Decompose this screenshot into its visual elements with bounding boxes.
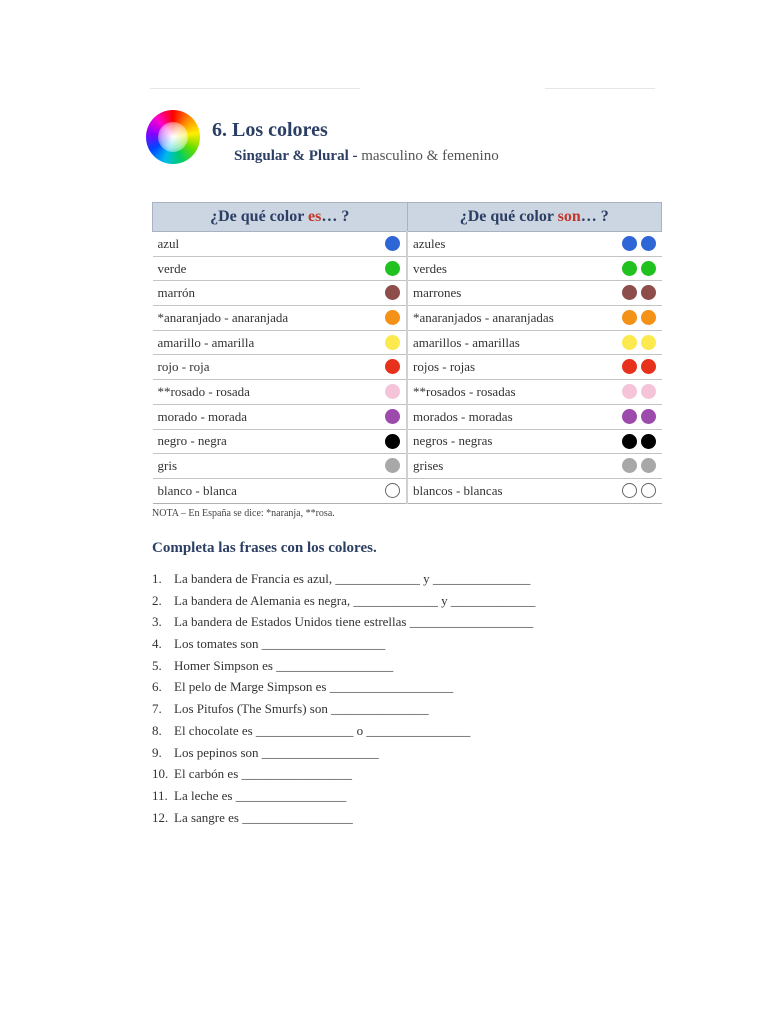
color-dot-icon — [622, 384, 637, 399]
plural-label: verdes — [413, 260, 447, 276]
exercise-sentence: La bandera de Francia es azul, _____________ y _______________ — [174, 571, 531, 586]
color-dot-icon — [641, 285, 656, 300]
color-dot-icon — [641, 384, 656, 399]
table-row — [153, 404, 662, 429]
note: NOTA – En España se dice: *naranja, **rosa. — [152, 508, 335, 519]
exercise-sentence: La bandera de Alemania es negra, _____________ y _____________ — [174, 592, 536, 608]
color-dot-icon — [641, 434, 656, 449]
singular-label: azul — [157, 235, 180, 251]
exercise-sentence: La leche es _________________ — [174, 787, 347, 803]
subtitle-rest: masculino & femenino — [361, 148, 499, 164]
color-dot-icon — [385, 359, 400, 374]
table-row — [153, 306, 662, 331]
exercise-sentence: Homer Simpson es __________________ — [174, 657, 394, 673]
exercise-number: 1. — [152, 571, 162, 586]
table-row — [153, 355, 662, 380]
singular-label: negro - negra — [157, 433, 227, 449]
color-dot-icon — [641, 236, 656, 251]
color-dot-icon — [622, 409, 637, 424]
plural-label: negros - negras — [413, 433, 493, 449]
exercise-item — [152, 745, 535, 767]
singular-cell — [153, 404, 408, 429]
color-dot-icon — [622, 359, 637, 374]
exercise-sentence: La bandera de Estados Unidos tiene estrellas ___________________ — [174, 614, 534, 630]
header-singular-post: … ? — [321, 208, 350, 225]
exercise-title: Completa las frases con los colores. — [152, 540, 377, 556]
exercise-item — [152, 636, 535, 658]
singular-label: rojo - roja — [157, 359, 210, 375]
plural-cell — [407, 306, 662, 331]
plural-label: amarillos - amarillas — [413, 334, 520, 350]
exercise-number: 8. — [152, 722, 162, 738]
plural-label: *anaranjados - anaranjadas — [413, 309, 554, 325]
exercise-number: 10. — [152, 766, 169, 782]
color-swatches — [385, 236, 400, 251]
colors-table — [152, 202, 662, 504]
exercise-sentence: Los tomates son ___________________ — [174, 636, 386, 652]
exercise-item — [152, 679, 535, 701]
exercise-number: 12. — [152, 809, 169, 825]
table-row — [153, 454, 662, 479]
exercise-item — [152, 723, 535, 745]
color-dot-icon — [641, 409, 656, 424]
plural-cell — [407, 232, 662, 257]
singular-cell — [153, 429, 408, 454]
singular-cell — [153, 478, 408, 503]
color-swatches — [622, 409, 656, 424]
singular-label: marrón — [157, 285, 196, 301]
header-singular-pre: ¿De qué color — [210, 208, 309, 225]
color-swatches — [385, 359, 400, 374]
header-plural-key: son — [557, 208, 581, 225]
color-dot-icon — [641, 310, 656, 325]
color-dot-icon — [641, 458, 656, 473]
exercise-item — [152, 701, 535, 723]
exercise-sentence: Los pepinos son __________________ — [174, 744, 379, 760]
table-row — [153, 232, 662, 257]
singular-label: **rosado - rosada — [157, 383, 250, 399]
singular-cell — [153, 256, 408, 281]
color-swatches — [622, 236, 656, 251]
color-dot-icon — [641, 359, 656, 374]
plural-label: **rosados - rosadas — [413, 383, 516, 399]
plural-cell — [407, 380, 662, 405]
singular-label: blanco - blanca — [157, 482, 237, 498]
singular-cell — [153, 306, 408, 331]
subtitle-main: Singular & Plural — [234, 148, 349, 164]
color-dot-icon — [385, 335, 400, 350]
color-swatches — [385, 285, 400, 300]
color-swatches — [622, 335, 656, 350]
exercise-number: 11. — [152, 787, 168, 803]
header-singular — [153, 203, 408, 232]
color-dot-icon — [622, 310, 637, 325]
color-swatches — [385, 458, 400, 473]
exercise-number: 5. — [152, 657, 162, 673]
exercise-item — [152, 788, 535, 810]
plural-cell — [407, 429, 662, 454]
color-dot-icon — [622, 335, 637, 350]
singular-label: morado - morada — [157, 408, 248, 424]
color-dot-icon — [622, 236, 637, 251]
exercise-number: 9. — [152, 744, 162, 760]
plural-label: morados - moradas — [413, 408, 513, 424]
singular-cell — [153, 355, 408, 380]
singular-label: amarillo - amarilla — [157, 334, 255, 350]
plural-label: grises — [413, 458, 444, 474]
color-dot-icon — [385, 285, 400, 300]
exercise-item — [152, 614, 535, 636]
color-dot-icon — [385, 434, 400, 449]
color-dot-icon — [622, 458, 637, 473]
plural-cell — [407, 281, 662, 306]
color-swatches — [385, 483, 400, 498]
plural-label: marrones — [413, 285, 462, 301]
color-dot-icon — [622, 285, 637, 300]
color-dot-icon — [385, 236, 400, 251]
header-plural-pre: ¿De qué color — [459, 208, 558, 225]
singular-cell — [153, 380, 408, 405]
color-swatches — [385, 434, 400, 449]
exercise-sentence: El chocolate es _______________ o ________________ — [174, 722, 471, 738]
color-swatches — [622, 261, 656, 276]
header-plural — [407, 203, 662, 232]
color-rows — [153, 232, 662, 504]
plural-label: blancos - blancas — [413, 482, 503, 498]
exercise-item — [152, 593, 535, 615]
exercise-list — [152, 571, 535, 831]
exercise-sentence: El carbón es _________________ — [174, 766, 353, 782]
singular-label: verde — [157, 260, 187, 276]
top-rule — [150, 88, 360, 89]
plural-cell — [407, 256, 662, 281]
singular-cell — [153, 454, 408, 479]
exercise-number: 3. — [152, 614, 162, 630]
exercise-number: 4. — [152, 636, 162, 652]
page-subtitle — [234, 148, 499, 165]
plural-label: azules — [413, 235, 446, 251]
table-row — [153, 281, 662, 306]
color-swatches — [622, 285, 656, 300]
color-wheel-icon — [146, 110, 200, 164]
color-dot-icon — [641, 483, 656, 498]
plural-cell — [407, 478, 662, 503]
color-swatches — [385, 335, 400, 350]
exercise-sentence: La sangre es _________________ — [174, 809, 353, 825]
color-dot-icon — [385, 384, 400, 399]
color-swatches — [622, 483, 656, 498]
color-dot-icon — [641, 261, 656, 276]
table-row — [153, 256, 662, 281]
exercise-item — [152, 766, 535, 788]
color-dot-icon — [641, 335, 656, 350]
exercise-sentence: Los Pitufos (The Smurfs) son _______________ — [174, 701, 429, 717]
plural-cell — [407, 330, 662, 355]
color-swatches — [622, 310, 656, 325]
header-singular-key: es — [308, 208, 322, 225]
color-swatches — [385, 384, 400, 399]
color-swatches — [385, 310, 400, 325]
color-dot-icon — [385, 261, 400, 276]
color-swatches — [385, 261, 400, 276]
singular-cell — [153, 232, 408, 257]
header-plural-post: … ? — [580, 208, 609, 225]
exercise-number: 2. — [152, 592, 162, 608]
exercise-item — [152, 810, 535, 832]
table-row — [153, 380, 662, 405]
color-dot-icon — [385, 458, 400, 473]
singular-cell — [153, 281, 408, 306]
plural-cell — [407, 404, 662, 429]
table-row — [153, 429, 662, 454]
color-dot-icon — [622, 483, 637, 498]
color-dot-icon — [622, 434, 637, 449]
color-swatches — [385, 409, 400, 424]
exercise-sentence: El pelo de Marge Simpson es ___________________ — [174, 679, 454, 695]
color-dot-icon — [622, 261, 637, 276]
exercise-number: 6. — [152, 679, 162, 695]
subtitle-separator: - — [348, 148, 362, 164]
color-swatches — [622, 359, 656, 374]
plural-label: rojos - rojas — [413, 359, 476, 375]
top-rule — [545, 88, 655, 89]
plural-cell — [407, 355, 662, 380]
singular-cell — [153, 330, 408, 355]
color-swatches — [622, 458, 656, 473]
table-row — [153, 478, 662, 503]
singular-label: gris — [157, 458, 177, 474]
exercise-item — [152, 571, 535, 593]
exercise-number: 7. — [152, 701, 162, 717]
table-row — [153, 330, 662, 355]
exercise-item — [152, 658, 535, 680]
singular-label: *anaranjado - anaranjada — [157, 309, 289, 325]
color-dot-icon — [385, 483, 400, 498]
color-swatches — [622, 434, 656, 449]
color-swatches — [622, 384, 656, 399]
color-dot-icon — [385, 409, 400, 424]
color-dot-icon — [385, 310, 400, 325]
plural-cell — [407, 454, 662, 479]
page-title: 6. Los colores — [212, 119, 328, 141]
